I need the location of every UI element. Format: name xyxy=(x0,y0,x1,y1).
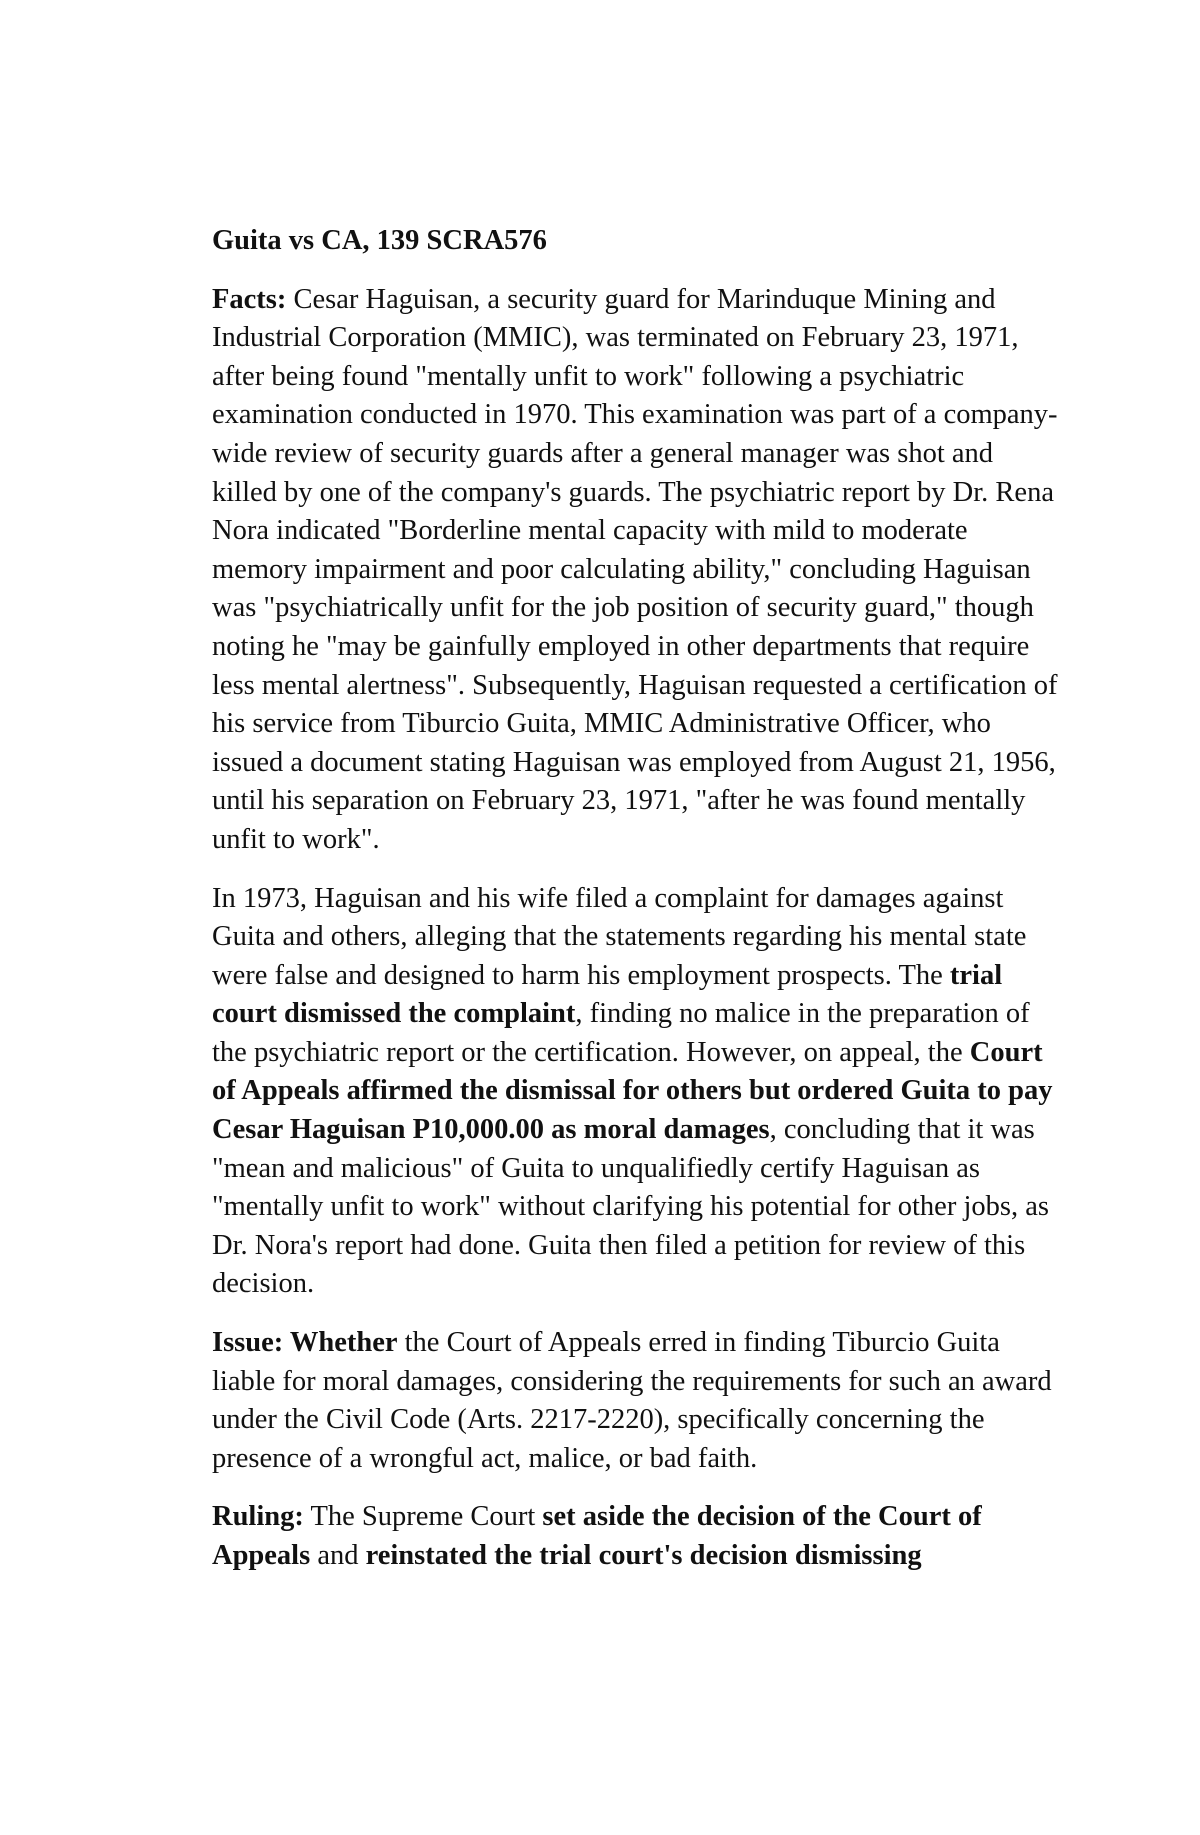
facts-text: Cesar Haguisan, a security guard for Marinduque Mining and Industrial Corporation (MMIC), was terminated on February 23, 1971, after being found "mentally unfit to work" following a psychiatric examination conducted in 1970. This examination was part of a company-wide review of security guards after a general manager was shot and killed by one of the company's guards. The psychiatric report by Dr. Rena Nora indicated "Borderline mental capacity with mild to moderate memory impairment and poor calculating ability," concluding Haguisan was "psychiatrically unfit for the job position of security guard," though noting he "may be gainfully employed in other departments that require less mental alertness". Subsequently, Haguisan requested a certification of his service from Tiburcio Guita, MMIC Administrative Officer, who issued a document stating Haguisan was employed from August 21, 1956, until his separation on February 23, 1971, "after he was found mentally unfit to work". xyxy=(212,283,1058,855)
issue-paragraph xyxy=(212,1324,1064,1478)
facts-label: Facts: xyxy=(212,283,287,315)
facts-text-2e: , concluding that it was "mean and malicious" of Guita to unqualifiedly certify Haguisan as "mentally unfit to work" without clarifying his potential for other jobs, as Dr. Nora's report had done. Guita then filed a petition for review of this decision. xyxy=(212,1114,1049,1300)
trial-court-holding: trial court dismissed the complaint xyxy=(212,959,1003,1030)
case-title: Guita vs CA, 139 SCRA576 xyxy=(212,225,547,256)
ruling-paragraph xyxy=(212,1498,1064,1575)
facts-text-2a: In 1973, Haguisan and his wife filed a complaint for damages against Guita and others, alleging that the statements regarding his mental state were false and designed to harm his employment prospects. The xyxy=(212,882,1027,991)
issue-text: the Court of Appeals erred in finding Tiburcio Guita liable for moral damages, considering the requirements for such an award under the Civil Code (Arts. 2217-2220), specifically concerning the presence of a wrongful act, malice, or bad faith. xyxy=(212,1327,1052,1474)
appeals-court-holding: Court of Appeals affirmed the dismissal for others but ordered Guita to pay Cesar Haguisan P10,000.00 as moral damages xyxy=(212,1036,1053,1146)
document-body xyxy=(212,222,1064,1596)
facts-paragraph xyxy=(212,281,1064,860)
ruling-text-a: The Supreme Court xyxy=(303,1501,543,1533)
ruling-label: Ruling: xyxy=(212,1501,304,1533)
facts-paragraph-2 xyxy=(212,880,1064,1305)
ruling-set-aside: set aside the decision of the Court of Appeals xyxy=(212,1501,982,1571)
ruling-text-c: and xyxy=(310,1540,366,1571)
facts-text-2c: , finding no malice in the preparation of the psychiatric report or the certification. However, on appeal, the xyxy=(212,998,1030,1068)
issue-label: Issue: Whether xyxy=(212,1327,398,1359)
ruling-reinstated: reinstated the trial court's decision dismissing xyxy=(365,1540,922,1571)
